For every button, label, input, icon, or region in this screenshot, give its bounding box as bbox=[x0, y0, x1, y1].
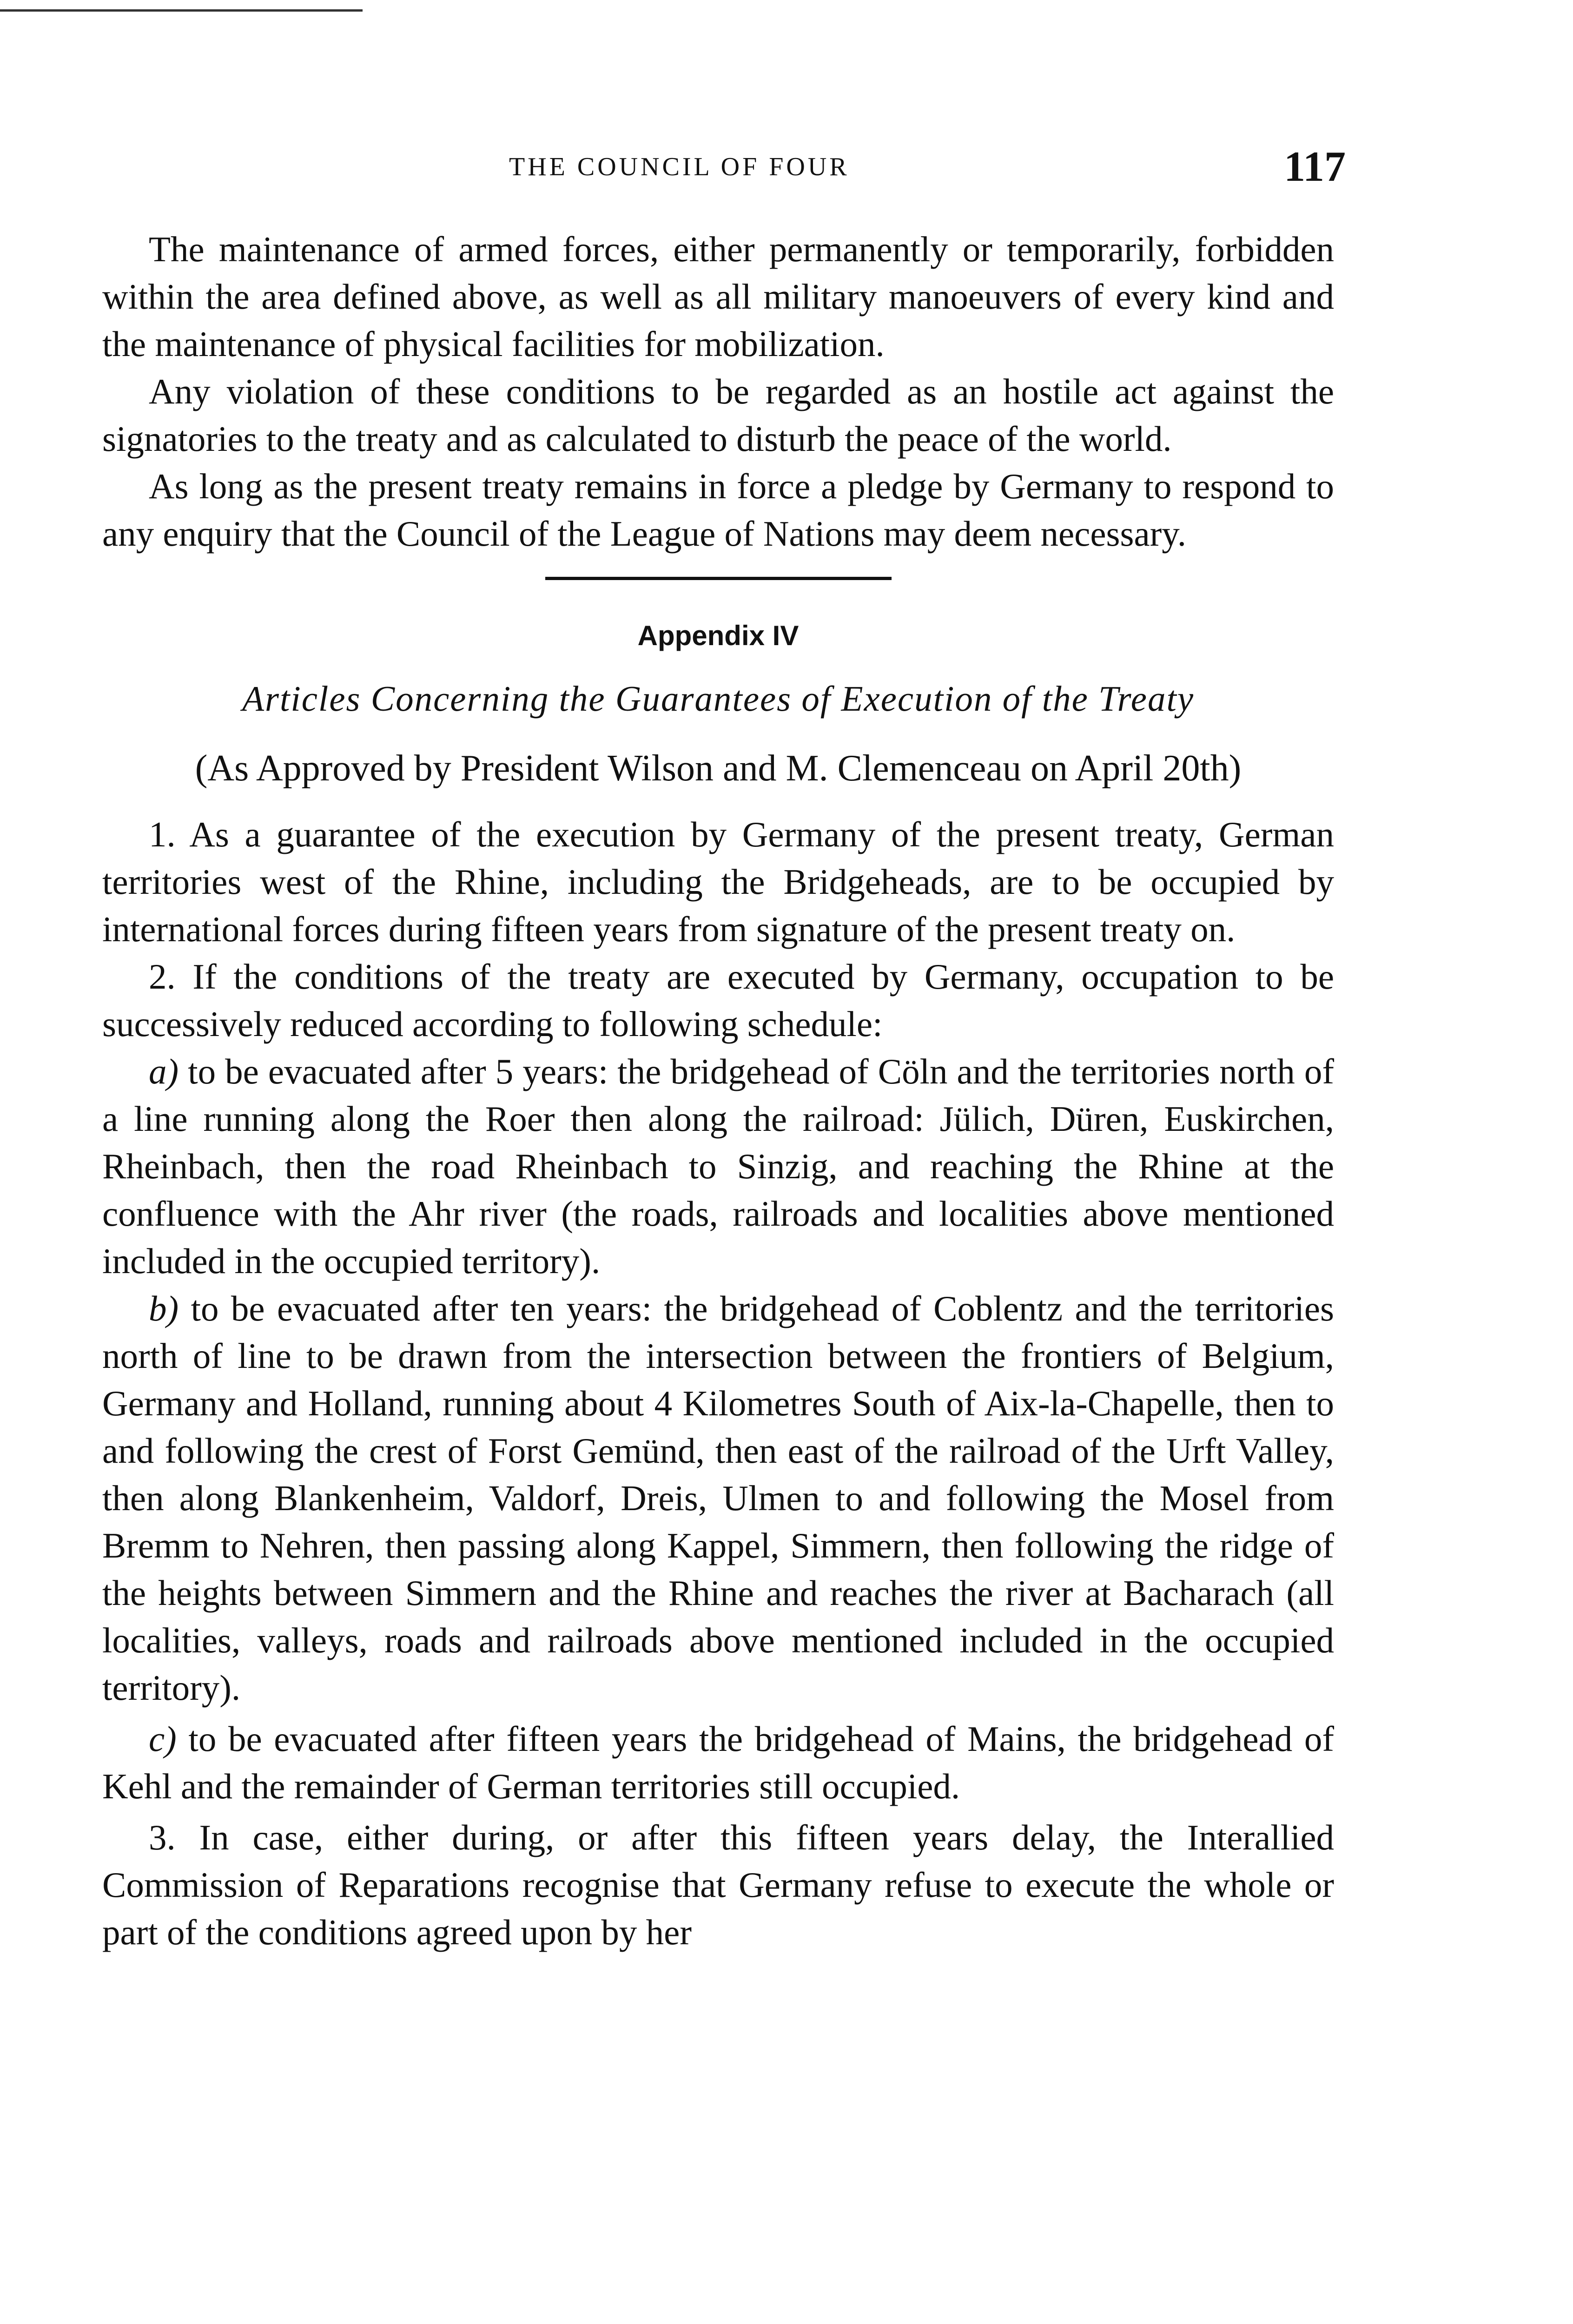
paragraph-armed-forces: The maintenance of armed forces, either permanently or temporarily, forbidden within the area defined above, as well as all military manoeuvers of every kind and the maintenance of physical facilities for mobilization. bbox=[102, 229, 1334, 364]
article-2b-label: b) bbox=[149, 1288, 179, 1328]
article-2c bbox=[102, 1715, 1334, 1810]
paragraph-pledge: As long as the present treaty remains in force a pledge by Germany to respond to any enquiry that the Council of the League of Nations may deem necessary. bbox=[102, 466, 1334, 554]
appendix-subtitle: Articles Concerning the Guarantees of Execution of the Treaty bbox=[242, 679, 1195, 719]
article-2b bbox=[102, 1285, 1334, 1711]
article-2c-text: to be evacuated after fifteen years the bridgehead of Mains, the bridgehead of Kehl and the remainder of German territories still occupied. bbox=[102, 1719, 1334, 1806]
approval-note: (As Approved by President Wilson and M. Clemenceau on April 20th) bbox=[195, 748, 1242, 789]
page-body bbox=[102, 225, 1334, 1956]
page-header bbox=[112, 142, 1346, 193]
top-edge-rule bbox=[0, 9, 363, 12]
section-divider bbox=[545, 577, 892, 580]
page-number: 117 bbox=[1284, 143, 1346, 190]
article-2a-label: a) bbox=[149, 1051, 179, 1091]
article-2c-label: c) bbox=[149, 1719, 177, 1759]
article-2: 2. If the conditions of the treaty are executed by Germany, occupation to be successively reduced according to following schedule: bbox=[102, 957, 1334, 1044]
paragraph-violation: Any violation of these conditions to be regarded as an hostile act against the signatories to the treaty and as calculated to disturb the peace of the world. bbox=[102, 371, 1334, 459]
running-title: THE COUNCIL OF FOUR bbox=[509, 152, 850, 181]
article-1: 1. As a guarantee of the execution by Germany of the present treaty, German territories west of the Rhine, including the Bridgeheads, are to be occupied by international forces during fifteen years from signature of the present treaty on. bbox=[102, 814, 1334, 949]
appendix-title: Appendix IV bbox=[637, 620, 799, 651]
article-3: 3. In case, either during, or after this fifteen years delay, the Interallied Commission of Reparations recognise that Germany refuse to execute the whole or part of the conditions agreed upon by her bbox=[102, 1817, 1334, 1952]
article-2a bbox=[102, 1048, 1334, 1285]
article-2b-text: to be evacuated after ten years: the bridgehead of Coblentz and the territories north of line to be drawn from the intersection between the frontiers of Belgium, Germany and Holland, running about 4 Kilometres South of Aix-la-Chapelle, then to and following the crest of Forst Gemünd, then east of the railroad of the Urft Valley, then along Blankenheim, Valdorf, Dreis, Ulmen to and following the Mosel from Bremm to Nehren, then passing along Kappel, Simmern, then following the ridge of the heights between Simmern and the Rhine and reaches the river at Bacharach (all localities, valleys, roads and railroads above mentioned included in the occupied territory). bbox=[102, 1288, 1334, 1708]
article-2a-text: to be evacuated after 5 years: the bridgehead of Cöln and the territories north of a line running along the Roer then along the railroad: Jülich, Düren, Euskirchen, Rheinbach, then the road Rheinbach to Sinzig, and reaching the Rhine at the confluence with the Ahr river (the roads, railroads and localities above mentioned included in the occupied territory). bbox=[102, 1051, 1334, 1281]
